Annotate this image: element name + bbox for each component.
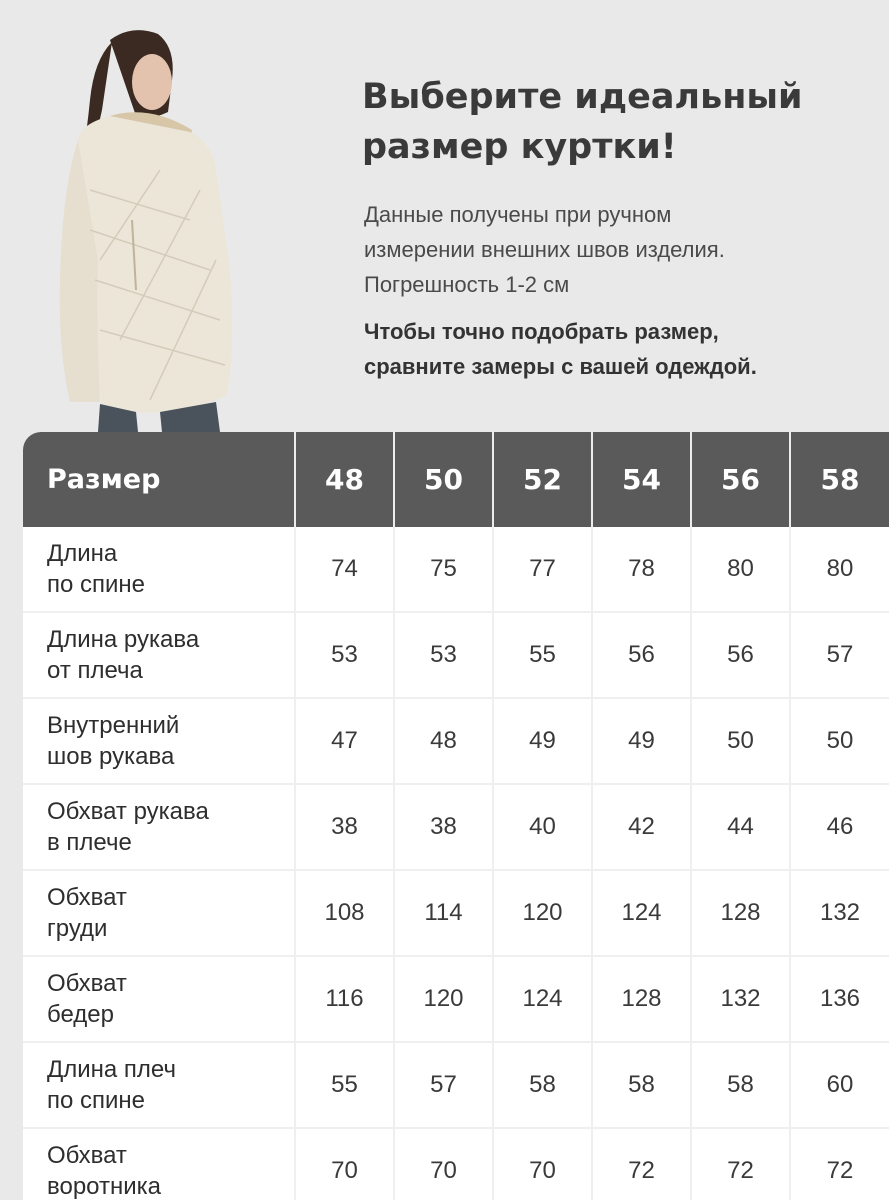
table-row [23,1042,889,1128]
measurement-value: 58 [691,1042,790,1128]
measurement-label [23,870,295,956]
measurement-value: 120 [394,956,493,1042]
measurement-value: 78 [592,527,691,612]
header-size-label: Размер [23,432,295,527]
measurement-value: 80 [691,527,790,612]
note-line: измерении внешних швов изделия. [364,237,725,262]
label-line: Длина плеч [47,1056,176,1083]
measurement-value: 128 [592,956,691,1042]
measurement-label [23,1128,295,1200]
measurement-value: 74 [295,527,394,612]
measurement-value: 55 [295,1042,394,1128]
label-line: Обхват [47,1142,127,1169]
measurement-value: 60 [790,1042,889,1128]
table-row [23,784,889,870]
measurement-value: 50 [790,698,889,784]
measurement-value: 80 [790,527,889,612]
measurement-value: 49 [493,698,592,784]
measurement-value: 48 [394,698,493,784]
label-line: груди [47,915,108,942]
table-row [23,527,889,612]
measurement-value: 114 [394,870,493,956]
measurement-label [23,784,295,870]
title-line: Выберите идеальный [362,77,803,117]
measurement-value: 58 [592,1042,691,1128]
label-line: Обхват [47,970,127,997]
measurement-value: 124 [493,956,592,1042]
measurement-value: 70 [394,1128,493,1200]
measurement-value: 47 [295,698,394,784]
title-line: размер куртки! [362,127,677,167]
label-line: воротника [47,1173,162,1200]
header-size-54: 54 [592,432,691,527]
measurement-value: 124 [592,870,691,956]
measurement-value: 57 [394,1042,493,1128]
measurement-value: 108 [295,870,394,956]
tip-line: Чтобы точно подобрать размер, [364,319,719,344]
table-row [23,956,889,1042]
label-line: Длина [47,540,118,567]
measurement-label [23,956,295,1042]
measurement-label [23,527,295,612]
size-table [23,432,889,1200]
measurement-value: 53 [394,612,493,698]
label-line: шов рукава [47,743,175,770]
measurement-value: 128 [691,870,790,956]
measurement-value: 120 [493,870,592,956]
measurement-value: 77 [493,527,592,612]
measurement-value: 46 [790,784,889,870]
header-size-50: 50 [394,432,493,527]
measurement-value: 38 [295,784,394,870]
measurement-value: 56 [592,612,691,698]
measurement-value: 72 [691,1128,790,1200]
measurement-value: 132 [790,870,889,956]
label-line: от плеча [47,657,143,684]
table-row [23,698,889,784]
label-line: Обхват [47,884,127,911]
measurement-value: 53 [295,612,394,698]
header-size-56: 56 [691,432,790,527]
measurement-value: 75 [394,527,493,612]
header-size-52: 52 [493,432,592,527]
comparison-tip [364,314,884,384]
measurement-value: 70 [295,1128,394,1200]
measurement-value: 116 [295,956,394,1042]
measurement-value: 58 [493,1042,592,1128]
label-line: по спине [47,1087,146,1114]
measurement-label [23,698,295,784]
header-size-48: 48 [295,432,394,527]
measurement-value: 132 [691,956,790,1042]
table-row [23,870,889,956]
measurement-value: 42 [592,784,691,870]
hero-section [0,0,889,432]
label-line: бедер [47,1001,114,1028]
label-line: Обхват рукава [47,798,209,825]
model-photo [40,20,240,432]
measurement-label [23,612,295,698]
measurement-label [23,1042,295,1128]
note-line: Погрешность 1-2 см [364,272,570,297]
measurement-value: 70 [493,1128,592,1200]
table-row [23,612,889,698]
measurement-value: 57 [790,612,889,698]
measurement-value: 136 [790,956,889,1042]
label-line: по спине [47,571,146,598]
tip-line: сравните замеры с вашей одеждой. [364,354,757,379]
measurement-value: 56 [691,612,790,698]
table-row [23,1128,889,1200]
measurement-value: 50 [691,698,790,784]
measurement-value: 72 [592,1128,691,1200]
measurement-value: 44 [691,784,790,870]
label-line: Длина рукава [47,626,200,653]
header-size-58: 58 [790,432,889,527]
measurement-value: 55 [493,612,592,698]
measurement-value: 38 [394,784,493,870]
table-header-row [23,432,889,527]
measurement-value: 40 [493,784,592,870]
page-title [362,72,862,172]
label-line: Внутренний [47,712,180,739]
measurement-value: 49 [592,698,691,784]
note-line: Данные получены при ручном [364,202,672,227]
measurement-note [364,197,864,302]
label-line: в плече [47,829,132,856]
measurement-value: 72 [790,1128,889,1200]
